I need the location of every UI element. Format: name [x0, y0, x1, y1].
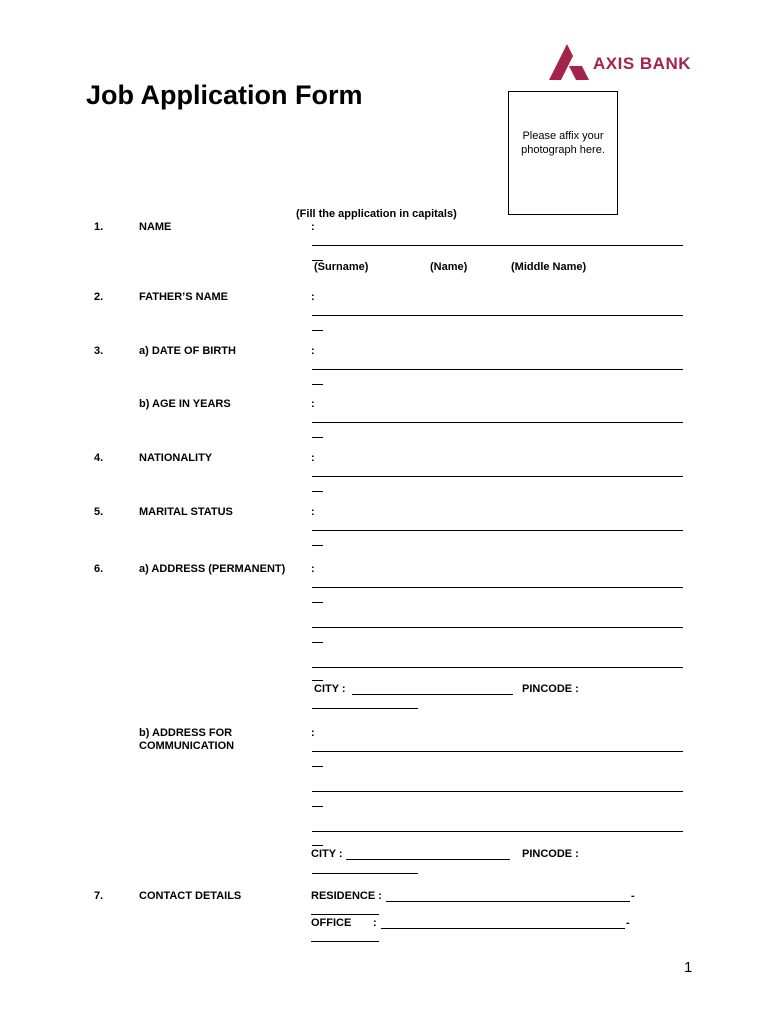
date-of-birth-colon: :	[311, 345, 315, 357]
field-number-4: 4.	[94, 452, 104, 464]
page-title: Job Application Form	[86, 80, 363, 110]
axis-bank-logo	[547, 44, 699, 86]
permanent-address-line-3[interactable]	[312, 667, 683, 668]
communication-address-line-1-end	[312, 766, 323, 767]
marital-status-label: MARITAL STATUS	[139, 506, 233, 518]
field-number-7: 7.	[94, 890, 104, 902]
brand-name: AXIS BANK	[593, 54, 692, 73]
father-name-field-line[interactable]	[312, 315, 683, 316]
age-field-line[interactable]	[312, 422, 683, 423]
communication-address-line-2-end	[312, 806, 323, 807]
nationality-label: NATIONALITY	[139, 452, 213, 464]
residence-extension-field[interactable]	[311, 914, 379, 915]
nationality-field-line[interactable]	[312, 476, 683, 477]
photo-box-text-line1: Please affix your	[522, 130, 604, 142]
name-caption: (Name)	[430, 261, 468, 273]
communication-address-line-1[interactable]	[312, 751, 683, 752]
photo-box-text-line2: photograph here.	[521, 144, 605, 156]
fill-instruction: (Fill the application in capitals)	[296, 208, 457, 220]
office-extension-field[interactable]	[311, 941, 379, 942]
communication-city-label: CITY :	[311, 848, 343, 860]
middle-name-caption: (Middle Name)	[511, 261, 587, 273]
surname-caption: (Surname)	[314, 261, 369, 273]
permanent-address-label: a) ADDRESS (PERMANENT)	[139, 563, 286, 575]
field-number-5: 5.	[94, 506, 104, 518]
communication-address-label-line2: COMMUNICATION	[139, 740, 235, 752]
marital-status-field-line-end	[312, 545, 323, 546]
name-label: NAME	[139, 221, 172, 233]
permanent-address-line-1-end	[312, 602, 323, 603]
permanent-pincode-field[interactable]	[312, 708, 418, 709]
field-number-6: 6.	[94, 563, 104, 575]
communication-address-line-2[interactable]	[312, 791, 683, 792]
father-name-colon: :	[311, 291, 315, 303]
office-label: OFFICE	[311, 917, 352, 929]
permanent-address-line-3-end	[312, 680, 323, 681]
office-phone-field[interactable]	[381, 928, 625, 929]
communication-address-label	[139, 727, 234, 753]
father-name-label: FATHER’S NAME	[139, 291, 229, 303]
nationality-field-line-end	[312, 491, 323, 492]
photo-box	[508, 91, 618, 215]
office-colon: :	[373, 917, 377, 929]
residence-phone-field[interactable]	[386, 901, 630, 902]
permanent-pincode-label: PINCODE :	[522, 683, 579, 695]
permanent-city-label: CITY :	[314, 683, 346, 695]
communication-address-line-3[interactable]	[312, 831, 683, 832]
date-of-birth-field-line-end	[312, 384, 323, 385]
page-number: 1	[684, 959, 693, 976]
permanent-address-colon: :	[311, 563, 315, 575]
permanent-city-field[interactable]	[352, 694, 513, 695]
age-label: b) AGE IN YEARS	[139, 398, 231, 410]
communication-address-label-line1: b) ADDRESS FOR	[139, 727, 233, 739]
field-number-2: 2.	[94, 291, 104, 303]
name-field-line[interactable]	[312, 245, 683, 246]
date-of-birth-label: a) DATE OF BIRTH	[139, 345, 236, 357]
communication-pincode-field[interactable]	[312, 873, 418, 874]
communication-city-field[interactable]	[346, 859, 510, 860]
residence-dash: -	[631, 890, 635, 902]
field-number-1: 1.	[94, 221, 104, 233]
communication-pincode-label: PINCODE :	[522, 848, 579, 860]
date-of-birth-field-line[interactable]	[312, 369, 683, 370]
marital-status-colon: :	[311, 506, 315, 518]
contact-details-label: CONTACT DETAILS	[139, 890, 242, 902]
nationality-colon: :	[311, 452, 315, 464]
axis-bank-logo-icon	[547, 44, 589, 82]
communication-address-colon: :	[311, 727, 315, 739]
residence-label: RESIDENCE :	[311, 890, 382, 902]
name-colon: :	[311, 221, 315, 233]
father-name-field-line-end	[312, 330, 323, 331]
permanent-address-line-1[interactable]	[312, 587, 683, 588]
age-field-line-end	[312, 437, 323, 438]
office-dash: -	[626, 917, 630, 929]
permanent-address-line-2[interactable]	[312, 627, 683, 628]
age-colon: :	[311, 398, 315, 410]
marital-status-field-line[interactable]	[312, 530, 683, 531]
permanent-address-line-2-end	[312, 642, 323, 643]
communication-address-line-3-end	[312, 845, 323, 846]
field-number-3: 3.	[94, 345, 104, 357]
